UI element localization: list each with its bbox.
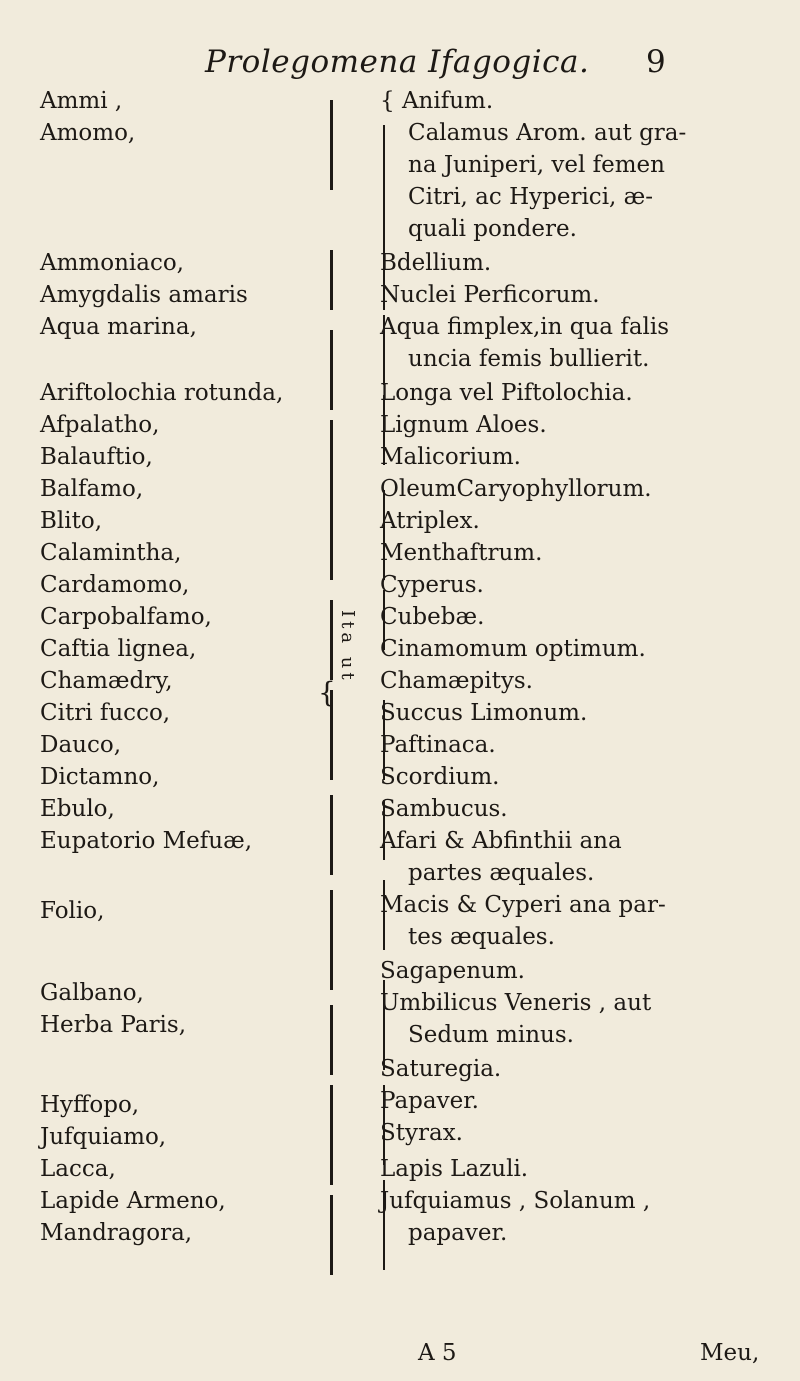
left-entry: Ariftolochia rotunda, (40, 380, 284, 406)
header-title: Prolegomena Ifagogica. (205, 44, 590, 80)
right-entry: Lapis Lazuli. (380, 1156, 529, 1182)
brace-rule (383, 125, 385, 205)
right-entry: Menthaftrum. (380, 540, 543, 566)
right-entry: Sagapenum. (380, 958, 525, 984)
right-entry: Umbilicus Veneris , aut (380, 990, 652, 1016)
right-entry: Afari & Abfinthii ana (380, 828, 622, 854)
left-entry: Eupatorio Mefuæ, (40, 828, 253, 854)
right-entry: Atriplex. (380, 508, 480, 534)
brace-rule (330, 520, 333, 580)
brace-rule (330, 890, 333, 990)
right-entry: quali pondere. (408, 216, 577, 242)
brace-rule (330, 1195, 333, 1275)
right-entry: na Juniperi, vel femen (408, 152, 665, 178)
left-entry: Aqua marina, (40, 314, 197, 340)
brace-mark: { (318, 676, 336, 709)
left-entry: Carpobalfamo, (40, 604, 212, 630)
right-entry: Cinamomum optimum. (380, 636, 646, 662)
left-entry: Chamædry, (40, 668, 173, 694)
brace-rule (330, 1085, 333, 1185)
side-label (338, 610, 358, 830)
left-entry: Citri fucco, (40, 700, 171, 726)
right-entry: Macis & Cyperi ana par- (380, 892, 666, 918)
right-entry: Citri, ac Hyperici, æ- (408, 184, 654, 210)
right-entry: Succus Limonum. (380, 700, 588, 726)
right-entry: Cyperus. (380, 572, 484, 598)
right-entry: { Anifum. (380, 88, 494, 114)
right-entry: Scordium. (380, 764, 500, 790)
brace-rule (330, 420, 333, 520)
right-entry: Malicorium. (380, 444, 521, 470)
left-entry: Dictamno, (40, 764, 160, 790)
left-entry: Amygdalis amaris (40, 282, 248, 308)
left-entry: Galbano, (40, 980, 144, 1006)
right-entry: Papaver. (380, 1088, 479, 1114)
left-entry: Mandragora, (40, 1220, 193, 1246)
brace-rule (330, 795, 333, 875)
left-entry: Ammi , (40, 88, 123, 114)
left-entry: Lapide Armeno, (40, 1188, 226, 1214)
right-entry: Aqua fimplex,in qua falis (380, 314, 670, 340)
right-entry: Longa vel Piftolochia. (380, 380, 633, 406)
right-entry: Chamæpitys. (380, 668, 533, 694)
right-entry: Styrax. (380, 1120, 463, 1146)
brace-rule (330, 600, 333, 680)
side-label-text: Ita ut (337, 610, 358, 684)
left-entry: Caftia lignea, (40, 636, 197, 662)
left-entry: Amomo, (40, 120, 136, 146)
page-number: 9 (646, 44, 666, 80)
left-entry: Balfamo, (40, 476, 144, 502)
right-entry: papaver. (408, 1220, 508, 1246)
left-entry: Dauco, (40, 732, 122, 758)
right-entry: Saturegia. (380, 1056, 502, 1082)
left-entry: Cardamomo, (40, 572, 190, 598)
catchword: Meu, (700, 1340, 760, 1366)
left-entry: Ammoniaco, (40, 250, 184, 276)
right-entry: Bdellium. (380, 250, 492, 276)
brace-rule (330, 250, 333, 310)
left-entry: Hyffopo, (40, 1092, 140, 1118)
left-entry: Folio, (40, 898, 105, 924)
right-entry: tes æquales. (408, 924, 555, 950)
left-entry: Calamintha, (40, 540, 182, 566)
right-entry: partes æquales. (408, 860, 595, 886)
running-header (0, 44, 800, 94)
right-entry: uncia femis bullierit. (408, 346, 650, 372)
left-entry: Lacca, (40, 1156, 116, 1182)
right-entry: OleumCaryophyllorum. (380, 476, 652, 502)
brace-rule (330, 330, 333, 410)
left-entry: Herba Paris, (40, 1012, 187, 1038)
right-entry: Cubebæ. (380, 604, 485, 630)
right-entry: Sedum minus. (408, 1022, 574, 1048)
left-entry: Jufquiamo, (40, 1124, 167, 1150)
right-entry: Sambucus. (380, 796, 508, 822)
brace-rule (330, 100, 333, 190)
right-entry: Lignum Aloes. (380, 412, 547, 438)
left-entry: Afpalatho, (40, 412, 160, 438)
signature-mark: A 5 (418, 1340, 457, 1366)
right-entry: Paftinaca. (380, 732, 496, 758)
left-entry: Balauftio, (40, 444, 153, 470)
left-entry: Blito, (40, 508, 103, 534)
right-entry: Calamus Arom. aut gra- (408, 120, 687, 146)
left-entry: Ebulo, (40, 796, 115, 822)
right-entry: Nuclei Perficorum. (380, 282, 600, 308)
brace-rule (383, 490, 385, 580)
brace-rule (330, 1005, 333, 1075)
right-entry: Jufquiamus , Solanum , (380, 1188, 651, 1214)
